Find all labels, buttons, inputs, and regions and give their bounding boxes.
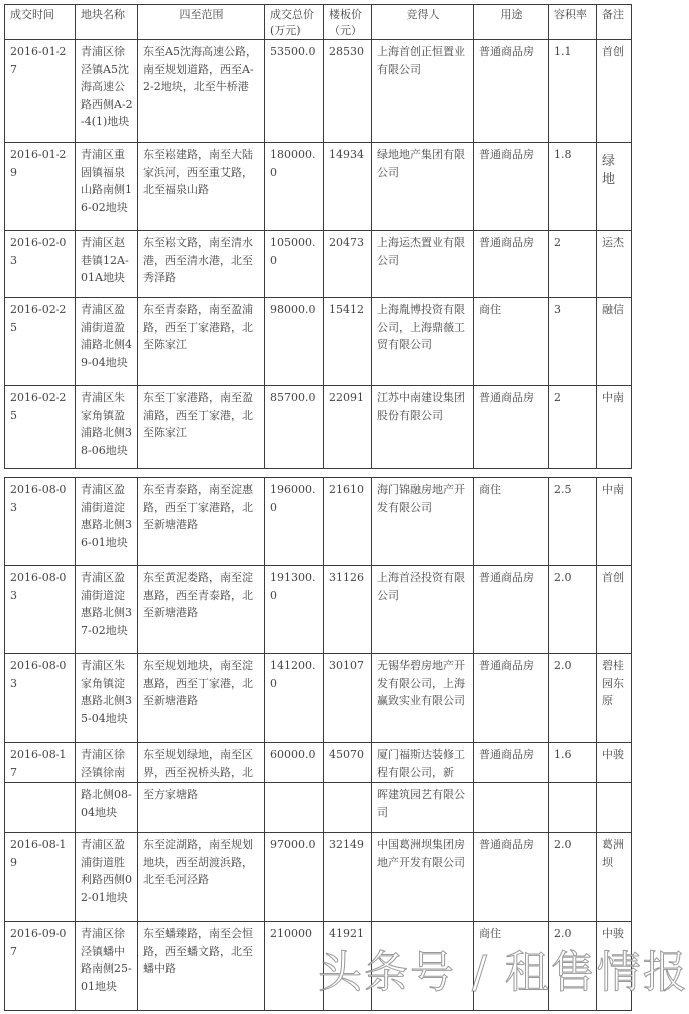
header-remark: 备注: [597, 5, 632, 40]
header-far: 容积率: [549, 5, 597, 40]
cell-parcel: 青浦区朱家角镇淀惠路北侧35-04地块: [76, 654, 138, 743]
cell-date: 2016-02-25: [5, 298, 76, 386]
cell-use: 商住: [474, 478, 549, 566]
cell-winner: 上海胤博投资有限公司，上海鼎薇工贸有限公司: [372, 298, 474, 386]
cell-use: 普通商品房: [474, 143, 549, 231]
cell-winner: 厦门福斯达装修工程有限公司，新: [372, 743, 474, 784]
cell-far: 2.0: [549, 566, 597, 654]
cell-parcel: 青浦区盈浦街道胜利路西侧02-01地块: [76, 833, 138, 922]
cell-floor-price: 32149: [324, 833, 372, 922]
cell-date: 2016-01-27: [5, 40, 76, 143]
cell-boundary: 东至A5沈海高速公路，南至规划道路，西至A-2-2地块，北至牛桥港: [138, 40, 265, 143]
cell-remark: 运杰: [597, 231, 632, 298]
header-use: 用途: [474, 5, 549, 40]
cell-remark: 绿地: [597, 143, 632, 231]
cell-boundary: 东至规划地块，南至淀惠路，西至丁家港，北至新塘港路: [138, 654, 265, 743]
cell-total-price: 105000.0: [265, 231, 324, 298]
cell-floor-price: 14934: [324, 143, 372, 231]
table-row-continued: [5, 783, 632, 833]
table-row: [5, 386, 632, 469]
header-date: 成交时间: [5, 5, 76, 40]
cell-winner: 绿地地产集团有限公司: [372, 143, 474, 231]
cell-floor-price: 20473: [324, 231, 372, 298]
land-deals-table-part-3: [4, 782, 632, 1011]
cell-parcel: 青浦区盈浦街道盈浦路北侧49-04地块: [76, 298, 138, 386]
cell-date: 2016-08-03: [5, 478, 76, 566]
cell-far: 1.1: [549, 40, 597, 143]
cell-winner: 上海首创正恒置业有限公司: [372, 40, 474, 143]
cell-parcel: 路北侧08-04地块: [76, 783, 138, 833]
cell-winner: [372, 922, 474, 1011]
cell-use: 普通商品房: [474, 566, 549, 654]
cell-far: 2.0: [549, 654, 597, 743]
cell-total-price: 210000: [265, 922, 324, 1011]
table-row: [5, 566, 632, 654]
cell-remark: 碧桂园东原: [597, 654, 632, 743]
cell-total-price: 191300.0: [265, 566, 324, 654]
cell-floor-price: 28530: [324, 40, 372, 143]
cell-use: 普通商品房: [474, 40, 549, 143]
cell-boundary: 至方家塘路: [138, 783, 265, 833]
cell-date: 2016-02-25: [5, 386, 76, 469]
cell-total-price: 97000.0: [265, 833, 324, 922]
cell-use: 普通商品房: [474, 743, 549, 784]
cell-floor-price: 31126: [324, 566, 372, 654]
cell-date: [5, 783, 76, 833]
cell-total-price: 60000.0: [265, 743, 324, 784]
cell-date: 2016-08-19: [5, 833, 76, 922]
cell-date: 2016-08-03: [5, 654, 76, 743]
cell-far: 3: [549, 298, 597, 386]
cell-date: 2016-09-07: [5, 922, 76, 1011]
table-row: [5, 143, 632, 231]
cell-boundary: 东至青泰路，南至淀惠路，西至丁家港路，北至新塘港路: [138, 478, 265, 566]
cell-remark: 葛洲坝: [597, 833, 632, 922]
cell-winner: 中国葛洲坝集团房地产开发有限公司: [372, 833, 474, 922]
cell-floor-price: 45070: [324, 743, 372, 784]
cell-floor-price: 15412: [324, 298, 372, 386]
cell-floor-price: [324, 783, 372, 833]
cell-parcel: 青浦区盈浦街道淀惠路北侧37-02地块: [76, 566, 138, 654]
cell-remark: 中南: [597, 386, 632, 469]
table-row: [5, 231, 632, 298]
cell-parcel: 青浦区重固镇福泉山路南侧16-02地块: [76, 143, 138, 231]
table-row: [5, 40, 632, 143]
cell-boundary: 东至淀湖路，南至规划地块，西至胡渡浜路，北至毛河泾路: [138, 833, 265, 922]
table-row: [5, 654, 632, 743]
cell-boundary: 东至崧建路，南至大陆家浜河，西至重艾路，北至福泉山路: [138, 143, 265, 231]
cell-floor-price: 22091: [324, 386, 372, 469]
cell-boundary: 东至丁家港路，南至盈浦路，西至丁家港，北至陈家江: [138, 386, 265, 469]
cell-total-price: 85700.0: [265, 386, 324, 469]
cell-date: 2016-01-29: [5, 143, 76, 231]
cell-use: [474, 783, 549, 833]
header-winner: 竞得人: [372, 5, 474, 40]
cell-total-price: 53500.0: [265, 40, 324, 143]
cell-date: 2016-02-03: [5, 231, 76, 298]
table-row: [5, 478, 632, 566]
cell-boundary: 东至崧文路，南至清水港，西至清水港，北至秀泽路: [138, 231, 265, 298]
cell-remark: 中南: [597, 478, 632, 566]
cell-winner: 无锡华碧房地产开发有限公司，上海赢致实业有限公司: [372, 654, 474, 743]
cell-remark: 首创: [597, 40, 632, 143]
cell-floor-price: 21610: [324, 478, 372, 566]
land-deals-table-part-2: [4, 477, 632, 784]
cell-parcel: 青浦区徐泾镇徐南: [76, 743, 138, 784]
cell-remark: 中骏: [597, 743, 632, 784]
land-deals-table-part-1: [4, 4, 632, 469]
cell-far: 2.0: [549, 833, 597, 922]
cell-floor-price: 41921: [324, 922, 372, 1011]
cell-total-price: [265, 783, 324, 833]
table-row: [5, 743, 632, 784]
cell-parcel: 青浦区盈浦街道淀惠路北侧36-01地块: [76, 478, 138, 566]
cell-far: [549, 783, 597, 833]
header-boundary: 四至范围: [138, 5, 265, 40]
cell-far: 2: [549, 386, 597, 469]
cell-far: 2.5: [549, 478, 597, 566]
cell-remark: 融信: [597, 298, 632, 386]
cell-date: 2016-08-03: [5, 566, 76, 654]
cell-parcel: 青浦区赵巷镇12A-01A地块: [76, 231, 138, 298]
cell-parcel: 青浦区徐泾镇蟠中路南侧25-01地块: [76, 922, 138, 1011]
cell-boundary: 东至蟠臻路，南至会恒路，西至蟠文路，北至蟠中路: [138, 922, 265, 1011]
cell-winner: 上海运杰置业有限公司: [372, 231, 474, 298]
cell-total-price: 180000.0: [265, 143, 324, 231]
cell-total-price: 141200.0: [265, 654, 324, 743]
table-header-row: [5, 5, 632, 40]
cell-use: 普通商品房: [474, 386, 549, 469]
cell-use: 普通商品房: [474, 654, 549, 743]
cell-far: 2: [549, 231, 597, 298]
header-total-price: 成交总价 (万元): [265, 5, 324, 40]
cell-total-price: 196000.0: [265, 478, 324, 566]
cell-far: 1.6: [549, 743, 597, 784]
cell-boundary: 东至黄泥娄路，南至淀惠路，西至青泰路，北至新塘港路: [138, 566, 265, 654]
cell-far: 2.0: [549, 922, 597, 1011]
cell-remark: [597, 783, 632, 833]
table-row: [5, 922, 632, 1011]
watermark: 头条号 / 租售情报: [318, 947, 689, 998]
cell-floor-price: 30107: [324, 654, 372, 743]
cell-use: 普通商品房: [474, 231, 549, 298]
table-row: [5, 298, 632, 386]
header-parcel: 地块名称: [76, 5, 138, 40]
cell-date: 2016-08-17: [5, 743, 76, 784]
header-floor-price: 楼板价 （元）: [324, 5, 372, 40]
cell-winner: 晖建筑园艺有限公司: [372, 783, 474, 833]
cell-parcel: 青浦区徐泾镇A5沈海高速公路西侧A-2-4(1)地块: [76, 40, 138, 143]
cell-winner: 海门锦融房地产开发有限公司: [372, 478, 474, 566]
cell-boundary: 东至青泰路，南至盈浦路，西至丁家港路，北至陈家江: [138, 298, 265, 386]
cell-far: 1.8: [549, 143, 597, 231]
table-row: [5, 833, 632, 922]
cell-total-price: 98000.0: [265, 298, 324, 386]
cell-use: 普通商品房: [474, 833, 549, 922]
cell-remark: 首创: [597, 566, 632, 654]
cell-winner: 江苏中南建设集团股份有限公司: [372, 386, 474, 469]
cell-winner: 上海首泾投资有限公司: [372, 566, 474, 654]
cell-use: 商住: [474, 298, 549, 386]
cell-boundary: 东至规划绿地，南至区界，西至祝桥头路，北: [138, 743, 265, 784]
cell-parcel: 青浦区朱家角镇盈浦路北侧38-06地块: [76, 386, 138, 469]
cell-use: 商住: [474, 922, 549, 1011]
cell-remark: 中骏: [597, 922, 632, 1011]
